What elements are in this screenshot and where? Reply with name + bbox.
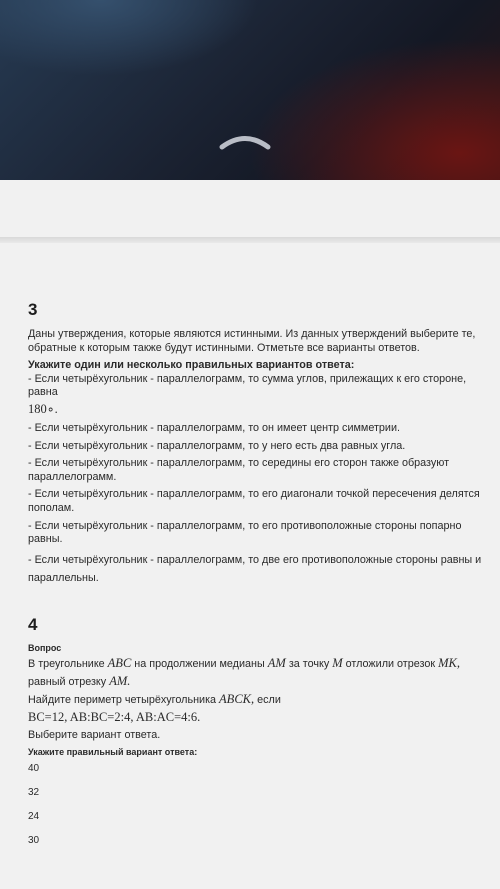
question-4 [28, 615, 494, 853]
answer-list [28, 757, 494, 853]
math-quadrilateral: ABCK, [219, 691, 255, 706]
text-part: на продолжении медианы [134, 657, 265, 670]
question-content [28, 300, 494, 853]
option-value: 180∘. [28, 401, 58, 416]
divider [0, 237, 500, 243]
math-segment-am: AM. [109, 673, 131, 688]
answer-option-6[interactable]: - Если четырёхугольник - параллелограмм, то его противоположные стороны попарно равны. [28, 519, 462, 546]
answer-option[interactable]: 40 [28, 762, 40, 774]
answer-option-3[interactable]: - Если четырёхугольник - параллелограмм, то у него есть два равных угла. [28, 439, 406, 452]
question-3 [28, 300, 494, 587]
text-part: если [257, 693, 281, 706]
answer-option-4[interactable]: - Если четырёхугольник - параллелограмм, то середины его сторон также образуют параллелограмм. [28, 457, 450, 483]
answer-option-2[interactable]: - Если четырёхугольник - параллелограмм, то он имеет центр симметрии. [28, 421, 400, 434]
answer-instruction: Укажите один или несколько правильных вариантов ответа: [28, 359, 355, 372]
text-part: за точку [288, 657, 330, 670]
answer-option[interactable]: 24 [28, 810, 40, 822]
math-segment: MK, [438, 655, 460, 670]
answer-option-5[interactable]: - Если четырёхугольник - параллелограмм, то его диагонали точкой пересечения делятся пополам. [28, 488, 480, 514]
math-conditions: BC=12, AB:BC=2:4, AB:AC=4:6. [28, 709, 201, 724]
chevron-up-icon[interactable] [219, 132, 271, 150]
question-number: 4 [28, 614, 38, 634]
text-part: равный отрезку [28, 675, 107, 688]
answer-instruction: Укажите правильный вариант ответа: [28, 746, 198, 757]
answer-option-7[interactable]: - Если четырёхугольник - параллелограмм, то две его противоположные стороны равны и параллельны. [28, 553, 482, 584]
question-number: 3 [28, 300, 38, 319]
math-point: M [332, 655, 343, 670]
question-intro: Даны утверждения, которые являются истинными. Из данных утверждений выберите те, обратные к которым также будут истинными. Отметьте все варианты ответов. [28, 328, 476, 354]
text-part: Выберите вариант ответа. [28, 728, 161, 741]
text-part: В треугольнике [28, 657, 105, 670]
text-part: Найдите периметр четырёхугольника [28, 693, 217, 706]
answer-option-1[interactable] [28, 373, 494, 418]
answer-option[interactable]: 30 [28, 834, 40, 846]
question-label: Вопрос [28, 642, 62, 653]
math-triangle: ABC [107, 655, 132, 670]
math-median: AM [267, 655, 286, 670]
photo-header-background [0, 0, 500, 180]
option-text: - Если четырёхугольник - параллелограмм, то сумма углов, прилежащих к его стороне, равна [28, 372, 467, 399]
text-part: отложили отрезок [345, 657, 436, 670]
question-text [28, 655, 494, 744]
answer-option[interactable]: 32 [28, 786, 40, 798]
